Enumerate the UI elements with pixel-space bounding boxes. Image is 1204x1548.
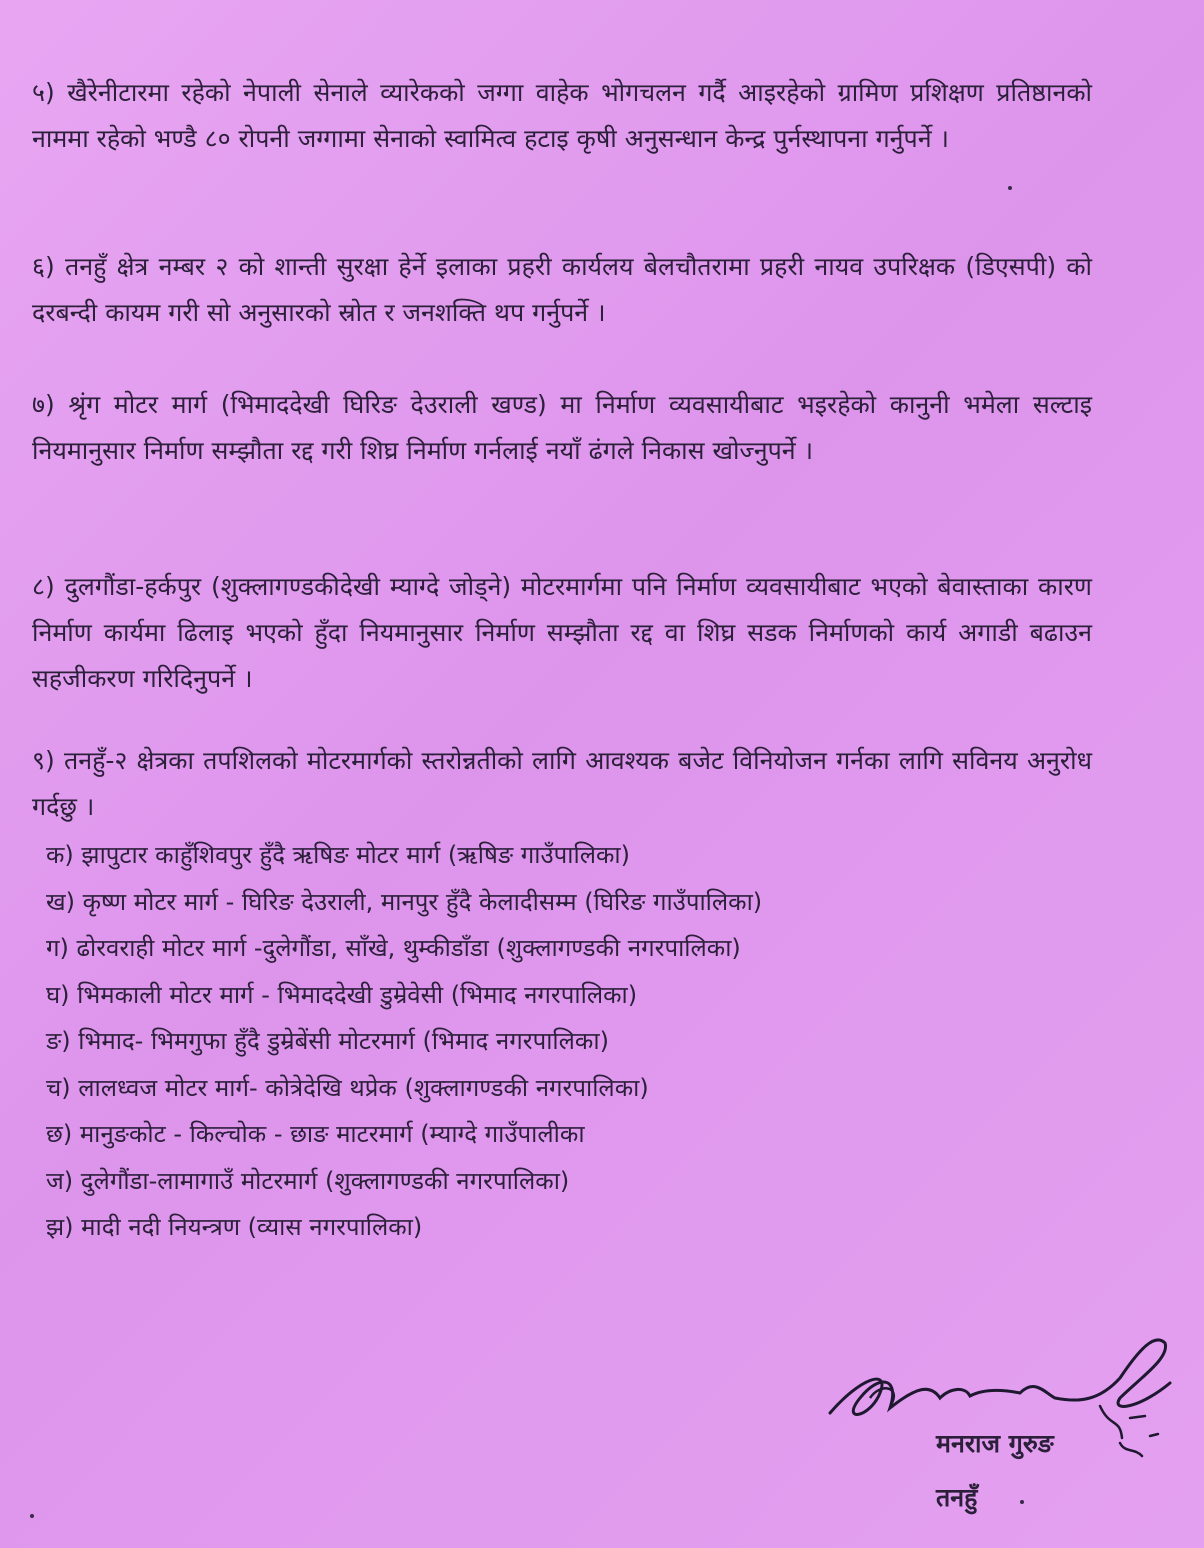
- paragraph-8: ८) दुलगौंडा-हर्कपुर (शुक्लागण्डकीदेखी म्याग्दे जोड्ने) मोटरमार्गमा पनि निर्माण व्यवसायीबाट भएको बेवास्ताका कारण निर्माण कार्यमा ढिलाइ भएको हुँदा नियमानुसार निर्माण सम्झौता रद्द वा शिघ्र सडक निर्माणको कार्य अगाडी बढाउन सहजीकरण गरिदिनुपर्ने ।: [32, 572, 1092, 693]
- signer-district: तनहुँ: [936, 1483, 978, 1512]
- list-item: घ) भिमकाली मोटर मार्ग - भिमाददेखी डुम्रेवेसी (भिमाद नगरपालिका): [46, 980, 638, 1009]
- list-item: च) लालध्वज मोटर मार्ग- कोत्रेदेखि थप्रेक (शुक्लागण्डकी नगरपालिका): [46, 1073, 649, 1102]
- signer-name: मनराज गुरुङ: [936, 1429, 1054, 1458]
- paragraph-7: ७) श्रृंग मोटर मार्ग (भिमाददेखी घिरिङ देउराली खण्ड) मा निर्माण व्यवसायीबाट भइरहेको कानुनी भमेला सल्टाइ नियमानुसार निर्माण सम्झौता रद्द गरी शिघ्र निर्माण गर्नलाई नयाँ ढंगले निकास खोज्नुपर्ने ।: [32, 390, 1092, 465]
- paragraph-6: ६) तनहुँ क्षेत्र नम्बर २ को शान्ती सुरक्षा हेर्ने इलाका प्रहरी कार्यलय बेलचौतरामा प्रहरी नायव उपरिक्षक (डिएसपी) को दरबन्दी कायम गरी सो अनुसारको स्रोत र जनशक्ति थप गर्नुपर्ने ।: [32, 252, 1092, 327]
- paragraph-9: ९) तनहुँ-२ क्षेत्रका तपशिलको मोटरमार्गको स्तरोन्नतीको लागि आवश्यक बजेट विनियोजन गर्नका लागि सविनय अनुरोध गर्दछु ।: [32, 746, 1092, 821]
- paragraph-5: ५) खैरेनीटारमा रहेको नेपाली सेनाले व्यारेकको जग्गा वाहेक भोगचलन गर्दै आइरहेको ग्रामिण प्रशिक्षण प्रतिष्ठानको नाममा रहेको भण्डै ८० रोपनी जग्गामा सेनाको स्वामित्व हटाइ कृषी अनुसन्धान केन्द्र पुर्नस्थापना गर्नुपर्ने ।: [32, 78, 1092, 153]
- list-item: ग) ढोरवराही मोटर मार्ग -दुलेगौंडा, साँखे, थुम्कीडाँडा (शुक्लागण्डकी नगरपालिका): [46, 934, 741, 962]
- list-item: छ) मानुङकोट - किल्चोक - छाङ माटरमार्ग (म्याग्दे गाउँपालीका: [46, 1120, 585, 1148]
- list-item: ङ) भिमाद- भिमगुफा हुँदै डुम्रेबेंसी मोटरमार्ग (भिमाद नगरपालिका): [46, 1027, 609, 1055]
- ink-speck: [1008, 186, 1012, 190]
- ink-speck: [1020, 1500, 1024, 1504]
- list-item: ख) कृष्ण मोटर मार्ग - घिरिङ देउराली, मानपुर हुँदै केलादीसम्म (घिरिङ गाउँपालिका): [46, 887, 763, 916]
- road-list: [46, 832, 762, 1251]
- ink-speck: [30, 1514, 34, 1518]
- list-item: ज) दुलेगौंडा-लामागाउँ मोटरमार्ग (शुक्लागण्डकी नगरपालिका): [46, 1166, 570, 1195]
- list-item: झ) मादी नदी नियन्त्रण (व्यास नगरपालिका): [46, 1213, 423, 1241]
- list-item: क) झापुटार काहुँशिवपुर हुँदै ऋषिङ मोटर मार्ग (ऋषिङ गाउँपालिका): [46, 841, 630, 869]
